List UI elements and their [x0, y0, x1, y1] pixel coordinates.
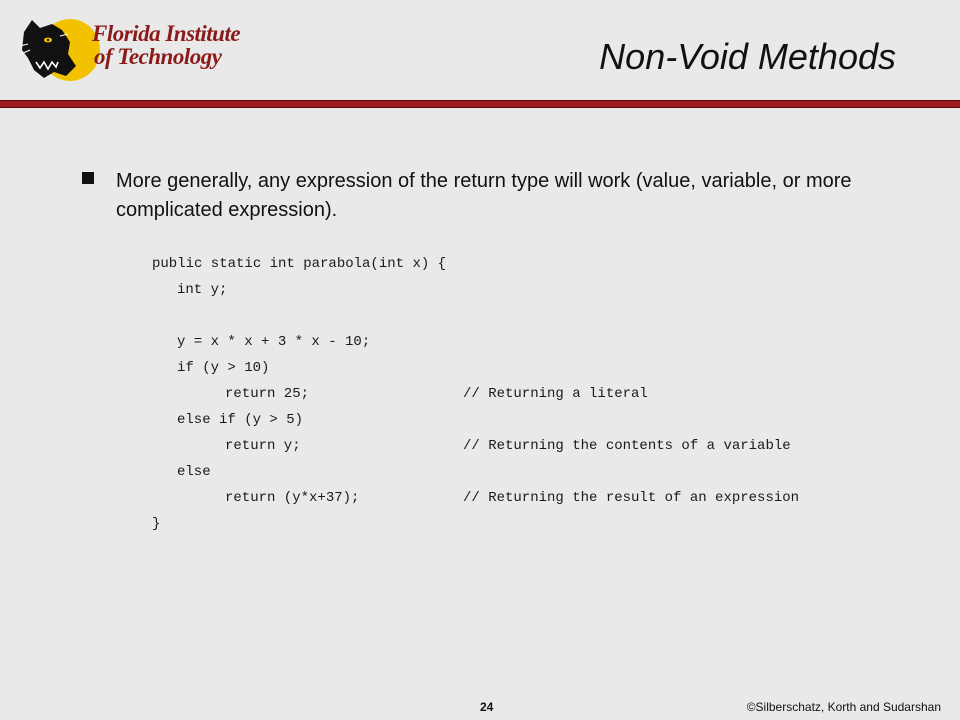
logo-line-1: Florida Institute [92, 21, 241, 46]
bullet-text: More generally, any expression of the return type will work (value, variable, or more complicated expression). [116, 170, 852, 221]
code-text: return (y*x+37); [225, 490, 360, 506]
code-block [152, 251, 800, 537]
logo-line-2: of Technology [94, 44, 222, 69]
copyright-text: ©Silberschatz, Korth and Sudarshan [746, 700, 941, 714]
code-line [152, 381, 648, 407]
code-line [152, 303, 186, 329]
square-bullet-icon [82, 172, 94, 184]
code-line [152, 407, 304, 433]
code-text: public static int parabola(int x) { [152, 256, 447, 272]
slide-title: Non-Void Methods [599, 36, 896, 77]
code-line [152, 355, 270, 381]
code-text: int y; [177, 282, 228, 298]
title-divider [0, 100, 960, 108]
code-line [152, 329, 371, 355]
code-text: return y; [225, 438, 301, 454]
code-comment: // Returning a literal [463, 386, 648, 402]
code-text: else if (y > 5) [177, 412, 304, 428]
code-line [152, 277, 228, 303]
code-line [152, 459, 211, 485]
page-number: 24 [480, 700, 494, 714]
bullet-item [82, 167, 852, 225]
code-text: } [152, 516, 161, 532]
code-text: else [177, 464, 211, 480]
code-line [152, 251, 447, 277]
code-text: if (y > 10) [177, 360, 270, 376]
code-line [152, 433, 791, 459]
code-text: y = x * x + 3 * x - 10; [177, 334, 371, 350]
code-comment: // Returning the result of an expression [463, 490, 800, 506]
fit-logo [18, 14, 248, 84]
code-line [152, 511, 186, 537]
code-comment: // Returning the contents of a variable [463, 438, 791, 454]
code-text: return 25; [225, 386, 310, 402]
code-line [152, 485, 800, 511]
